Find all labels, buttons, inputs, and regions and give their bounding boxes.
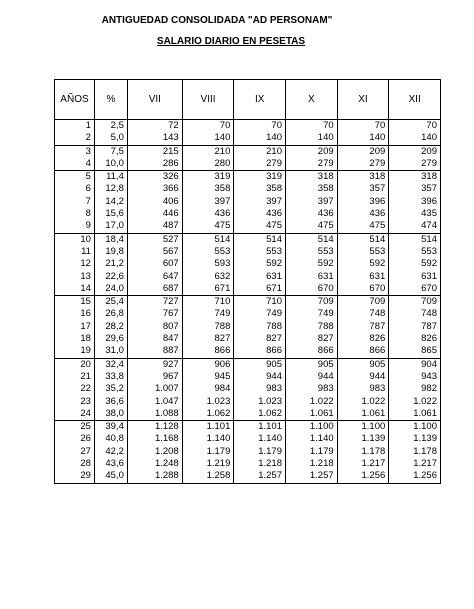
table-cell: 827 (182, 333, 234, 345)
table-cell: 26,8 (94, 308, 127, 320)
table-row (55, 408, 441, 421)
table-cell: 1.248 (127, 458, 182, 470)
table-cell: 28 (55, 458, 95, 470)
table-cell: 670 (389, 283, 441, 296)
table-cell: 319 (182, 171, 234, 184)
table-cell: 26 (55, 433, 95, 445)
table-cell: 210 (234, 145, 286, 158)
table-cell: 767 (127, 308, 182, 320)
table-cell: 1.256 (389, 470, 441, 483)
table-cell: 553 (389, 246, 441, 258)
table-row (55, 383, 441, 395)
table-cell: 36,6 (94, 396, 127, 408)
table-row (55, 196, 441, 208)
table-cell: 318 (389, 171, 441, 184)
table-cell: 209 (389, 145, 441, 158)
table-cell: 279 (286, 158, 338, 171)
table-cell: 14 (55, 283, 95, 296)
table-row (55, 446, 441, 458)
table-row (55, 345, 441, 358)
table-cell: 983 (286, 383, 338, 395)
table-cell: 3 (55, 145, 95, 158)
table-row (55, 358, 441, 371)
table-cell: 396 (389, 196, 441, 208)
table-cell: 27 (55, 446, 95, 458)
table-cell: 671 (182, 283, 234, 296)
table-row (55, 396, 441, 408)
table-cell: 11 (55, 246, 95, 258)
table-row (55, 283, 441, 296)
table-cell: 318 (286, 171, 338, 184)
table-row (55, 208, 441, 220)
table-cell: 17,0 (94, 220, 127, 233)
table-cell: 357 (337, 183, 389, 195)
table-cell: 1.088 (127, 408, 182, 421)
table-cell: 944 (286, 371, 338, 383)
table-cell: 631 (286, 271, 338, 283)
table-cell: 514 (182, 233, 234, 246)
table-cell: 5,0 (94, 132, 127, 145)
table-cell: 70 (234, 120, 286, 133)
table-cell: 866 (182, 345, 234, 358)
table-cell: 24,0 (94, 283, 127, 296)
table-row (55, 421, 441, 434)
table-cell: 788 (286, 321, 338, 333)
table-cell: 279 (389, 158, 441, 171)
table-cell: 10 (55, 233, 95, 246)
table-cell: 1.022 (337, 396, 389, 408)
table-cell: 19 (55, 345, 95, 358)
table-cell: 397 (286, 196, 338, 208)
table-cell: 984 (182, 383, 234, 395)
table-cell: 475 (234, 220, 286, 233)
table-cell: 29 (55, 470, 95, 483)
table-cell: 39,4 (94, 421, 127, 434)
table-cell: 866 (337, 345, 389, 358)
table-cell: 1.022 (389, 396, 441, 408)
table-cell: 1.047 (127, 396, 182, 408)
table-cell: 945 (182, 371, 234, 383)
table-cell: 70 (337, 120, 389, 133)
table-cell: 15,6 (94, 208, 127, 220)
table-cell: 1.179 (286, 446, 338, 458)
table-cell: 826 (337, 333, 389, 345)
header-xii: XII (389, 80, 441, 120)
table-cell: 1.217 (389, 458, 441, 470)
table-cell: 670 (337, 283, 389, 296)
table-row (55, 158, 441, 171)
table-cell: 38,0 (94, 408, 127, 421)
table-cell: 1.007 (127, 383, 182, 395)
table-cell: 1.179 (182, 446, 234, 458)
table-row (55, 271, 441, 283)
table-cell: 6 (55, 183, 95, 195)
table-row (55, 333, 441, 345)
table-cell: 567 (127, 246, 182, 258)
table-cell: 397 (182, 196, 234, 208)
table-cell: 1.023 (234, 396, 286, 408)
table-cell: 927 (127, 358, 182, 371)
table-cell: 436 (234, 208, 286, 220)
table-row (55, 246, 441, 258)
table-cell: 1.022 (286, 396, 338, 408)
table-cell: 1.100 (286, 421, 338, 434)
table-cell: 28,2 (94, 321, 127, 333)
header-percent: % (94, 80, 127, 120)
table-cell: 749 (182, 308, 234, 320)
table-cell: 140 (234, 132, 286, 145)
table-cell: 31,0 (94, 345, 127, 358)
table-cell: 13 (55, 271, 95, 283)
table-cell: 787 (389, 321, 441, 333)
table-row (55, 321, 441, 333)
table-cell: 140 (182, 132, 234, 145)
table-cell: 905 (234, 358, 286, 371)
table-row (55, 308, 441, 320)
table-cell: 1.178 (389, 446, 441, 458)
table-cell: 1.257 (286, 470, 338, 483)
table-cell: 209 (286, 145, 338, 158)
table-cell: 1.128 (127, 421, 182, 434)
table-cell: 807 (127, 321, 182, 333)
table-cell: 709 (286, 296, 338, 309)
table-row (55, 296, 441, 309)
table-cell: 286 (127, 158, 182, 171)
table-cell: 553 (234, 246, 286, 258)
table-cell: 1.101 (182, 421, 234, 434)
table-cell: 1.178 (337, 446, 389, 458)
table-row (55, 183, 441, 195)
table-cell: 788 (234, 321, 286, 333)
table-cell: 631 (389, 271, 441, 283)
table-cell: 22 (55, 383, 95, 395)
table-cell: 43,6 (94, 458, 127, 470)
table-cell: 826 (389, 333, 441, 345)
table-cell: 1.140 (286, 433, 338, 445)
table-cell: 943 (389, 371, 441, 383)
table-cell: 788 (182, 321, 234, 333)
table-cell: 15 (55, 296, 95, 309)
table-cell: 514 (389, 233, 441, 246)
table-row (55, 120, 441, 133)
table-cell: 406 (127, 196, 182, 208)
table-cell: 514 (337, 233, 389, 246)
table-cell: 749 (286, 308, 338, 320)
table-cell: 12 (55, 258, 95, 270)
table-cell: 318 (337, 171, 389, 184)
table-cell: 1.139 (389, 433, 441, 445)
table-cell: 475 (286, 220, 338, 233)
table-cell: 24 (55, 408, 95, 421)
table-cell: 143 (127, 132, 182, 145)
table-cell: 17 (55, 321, 95, 333)
table-cell: 23 (55, 396, 95, 408)
table-cell: 982 (389, 383, 441, 395)
table-cell: 2,5 (94, 120, 127, 133)
table-cell: 553 (337, 246, 389, 258)
table-cell: 72 (127, 120, 182, 133)
table-cell: 358 (234, 183, 286, 195)
table-cell: 22,6 (94, 271, 127, 283)
table-cell: 687 (127, 283, 182, 296)
table-cell: 787 (337, 321, 389, 333)
table-cell: 905 (286, 358, 338, 371)
table-cell: 1.218 (286, 458, 338, 470)
table-cell: 670 (286, 283, 338, 296)
table-cell: 20 (55, 358, 95, 371)
table-cell: 944 (234, 371, 286, 383)
table-cell: 18 (55, 333, 95, 345)
table-cell: 1.140 (182, 433, 234, 445)
table-cell: 905 (337, 358, 389, 371)
table-cell: 709 (337, 296, 389, 309)
table-cell: 358 (286, 183, 338, 195)
table-row (55, 433, 441, 445)
table-cell: 748 (337, 308, 389, 320)
table-body (55, 120, 441, 484)
table-cell: 10,0 (94, 158, 127, 171)
table-cell: 11,4 (94, 171, 127, 184)
salary-table (54, 79, 441, 484)
table-cell: 906 (182, 358, 234, 371)
header-vii: VII (127, 80, 182, 120)
table-row (55, 145, 441, 158)
table-cell: 16 (55, 308, 95, 320)
table-cell: 592 (389, 258, 441, 270)
document-subtitle: SALARIO DIARIO EN PESETAS (156, 36, 306, 47)
table-row (55, 233, 441, 246)
table-cell: 944 (337, 371, 389, 383)
table-cell: 209 (337, 145, 389, 158)
table-cell: 553 (182, 246, 234, 258)
table-cell: 70 (286, 120, 338, 133)
table-cell: 631 (234, 271, 286, 283)
table-cell: 887 (127, 345, 182, 358)
table-cell: 592 (337, 258, 389, 270)
table-cell: 866 (234, 345, 286, 358)
table-cell: 553 (286, 246, 338, 258)
table-cell: 29,6 (94, 333, 127, 345)
table-cell: 32,4 (94, 358, 127, 371)
table-cell: 5 (55, 171, 95, 184)
table-cell: 33,8 (94, 371, 127, 383)
table-cell: 1.217 (337, 458, 389, 470)
table-cell: 474 (389, 220, 441, 233)
table-cell: 593 (182, 258, 234, 270)
table-row (55, 220, 441, 233)
table-cell: 436 (286, 208, 338, 220)
table-cell: 1.258 (182, 470, 234, 483)
table-cell: 35,2 (94, 383, 127, 395)
table-cell: 14,2 (94, 196, 127, 208)
table-cell: 475 (182, 220, 234, 233)
table-cell: 397 (234, 196, 286, 208)
table-cell: 4 (55, 158, 95, 171)
table-cell: 607 (127, 258, 182, 270)
table-cell: 1.168 (127, 433, 182, 445)
table-cell: 42,2 (94, 446, 127, 458)
table-row (55, 371, 441, 383)
table-cell: 358 (182, 183, 234, 195)
table-cell: 967 (127, 371, 182, 383)
table-cell: 631 (337, 271, 389, 283)
table-cell: 25,4 (94, 296, 127, 309)
table-row (55, 171, 441, 184)
table-cell: 40,8 (94, 433, 127, 445)
table-cell: 446 (127, 208, 182, 220)
table-cell: 280 (182, 158, 234, 171)
table-cell: 8 (55, 208, 95, 220)
table-cell: 1.257 (234, 470, 286, 483)
table-cell: 592 (234, 258, 286, 270)
table-cell: 592 (286, 258, 338, 270)
table-cell: 1.062 (182, 408, 234, 421)
table-cell: 1.023 (182, 396, 234, 408)
table-cell: 319 (234, 171, 286, 184)
table-cell: 1.140 (234, 433, 286, 445)
table-cell: 1.061 (286, 408, 338, 421)
header-viii: VIII (182, 80, 234, 120)
table-cell: 827 (286, 333, 338, 345)
table-cell: 279 (234, 158, 286, 171)
table-cell: 475 (337, 220, 389, 233)
table-cell: 514 (286, 233, 338, 246)
table-cell: 647 (127, 271, 182, 283)
table-cell: 514 (234, 233, 286, 246)
table-cell: 279 (337, 158, 389, 171)
table-cell: 983 (337, 383, 389, 395)
table-cell: 710 (182, 296, 234, 309)
table-cell: 140 (286, 132, 338, 145)
table-cell: 326 (127, 171, 182, 184)
table-cell: 140 (389, 132, 441, 145)
table-cell: 1.179 (234, 446, 286, 458)
table-cell: 18,4 (94, 233, 127, 246)
table-cell: 904 (389, 358, 441, 371)
table-cell: 215 (127, 145, 182, 158)
table-cell: 1.256 (337, 470, 389, 483)
table-row (55, 458, 441, 470)
table-cell: 21,2 (94, 258, 127, 270)
table-cell: 366 (127, 183, 182, 195)
header-x: X (286, 80, 338, 120)
table-cell: 1 (55, 120, 95, 133)
table-cell: 1.100 (337, 421, 389, 434)
table-cell: 70 (182, 120, 234, 133)
header-anos: AÑOS (55, 80, 95, 120)
table-cell: 527 (127, 233, 182, 246)
table-cell: 865 (389, 345, 441, 358)
table-cell: 436 (337, 208, 389, 220)
table-cell: 1.101 (234, 421, 286, 434)
table-cell: 21 (55, 371, 95, 383)
table-cell: 710 (234, 296, 286, 309)
table-cell: 983 (234, 383, 286, 395)
table-cell: 210 (182, 145, 234, 158)
table-cell: 749 (234, 308, 286, 320)
table-cell: 1.288 (127, 470, 182, 483)
table-row (55, 470, 441, 483)
table-cell: 1.061 (389, 408, 441, 421)
table-cell: 7,5 (94, 145, 127, 158)
table-cell: 847 (127, 333, 182, 345)
table-cell: 727 (127, 296, 182, 309)
header-ix: IX (234, 80, 286, 120)
table-row (55, 132, 441, 145)
table-cell: 748 (389, 308, 441, 320)
table-cell: 1.100 (389, 421, 441, 434)
table-cell: 1.208 (127, 446, 182, 458)
table-cell: 19,8 (94, 246, 127, 258)
table-cell: 827 (234, 333, 286, 345)
table-cell: 709 (389, 296, 441, 309)
table-cell: 1.219 (182, 458, 234, 470)
table-row (55, 258, 441, 270)
table-cell: 2 (55, 132, 95, 145)
table-cell: 140 (337, 132, 389, 145)
table-cell: 866 (286, 345, 338, 358)
table-cell: 632 (182, 271, 234, 283)
table-cell: 1.139 (337, 433, 389, 445)
table-cell: 7 (55, 196, 95, 208)
table-cell: 396 (337, 196, 389, 208)
table-cell: 436 (182, 208, 234, 220)
table-cell: 435 (389, 208, 441, 220)
table-cell: 487 (127, 220, 182, 233)
document-title: ANTIGUEDAD CONSOLIDADA "AD PERSONAM" (101, 15, 333, 26)
table-cell: 1.061 (337, 408, 389, 421)
table-cell: 70 (389, 120, 441, 133)
table-cell: 671 (234, 283, 286, 296)
table-cell: 45,0 (94, 470, 127, 483)
table-header-row (55, 80, 441, 120)
table-cell: 1.218 (234, 458, 286, 470)
table-cell: 12,8 (94, 183, 127, 195)
table-cell: 9 (55, 220, 95, 233)
table-cell: 357 (389, 183, 441, 195)
header-xi: XI (337, 80, 389, 120)
table-cell: 1.062 (234, 408, 286, 421)
table-cell: 25 (55, 421, 95, 434)
